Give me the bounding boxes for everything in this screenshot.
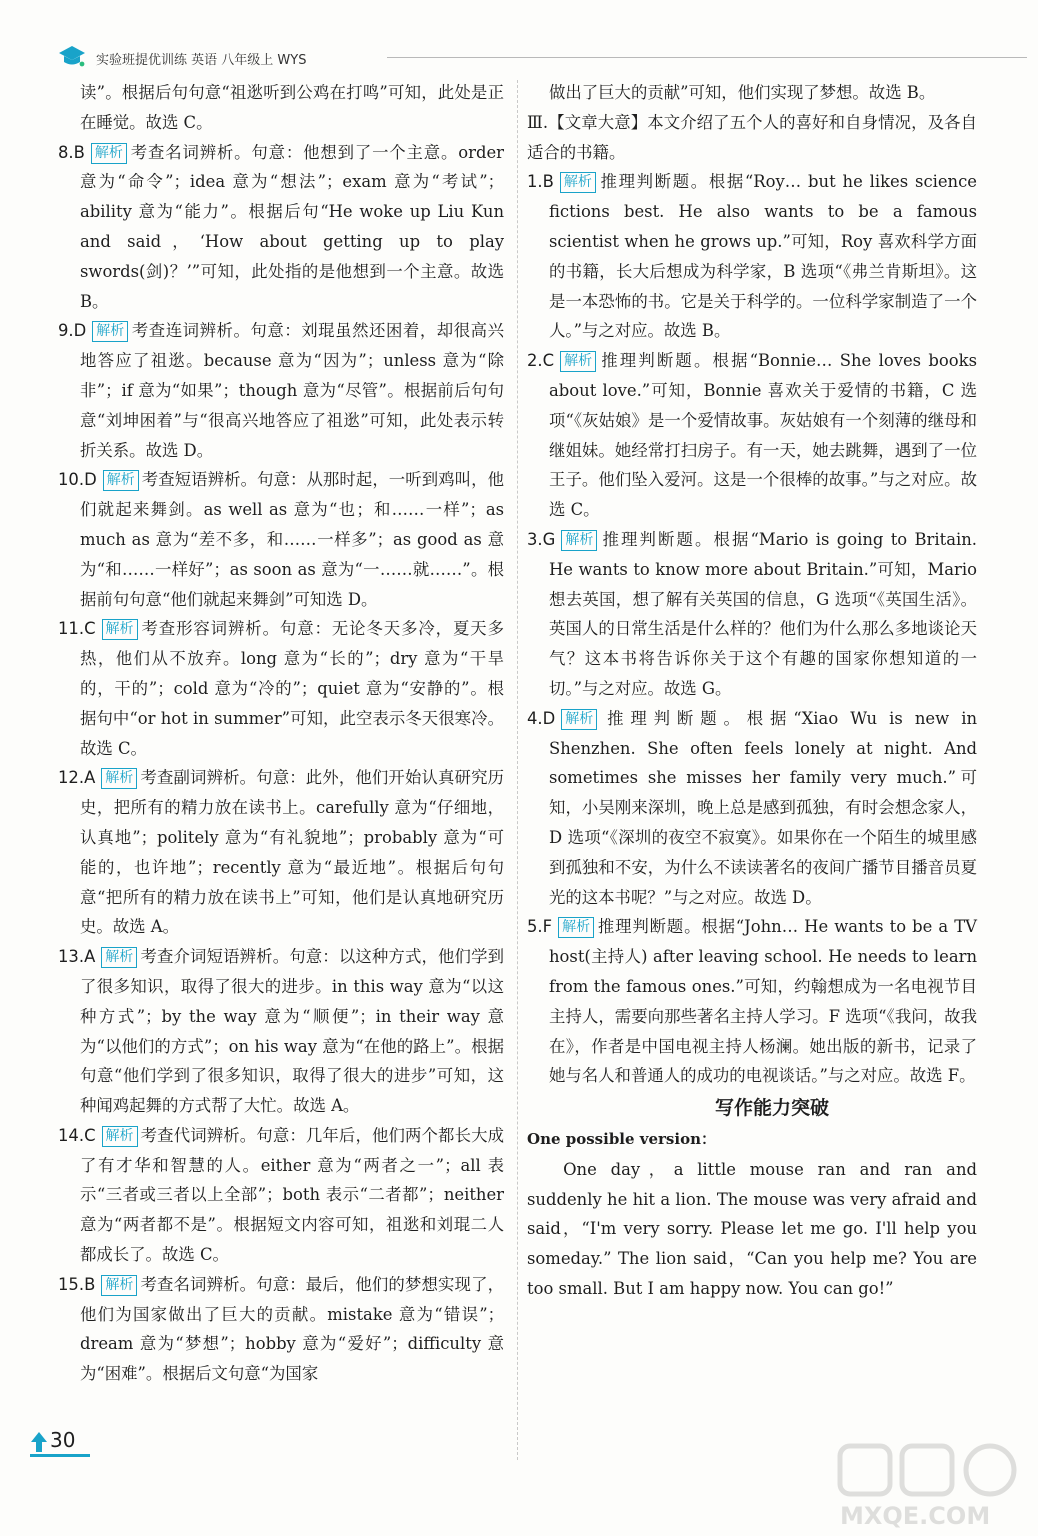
page-header [52, 40, 1002, 72]
section-title: 写作能力突破 [714, 1097, 829, 1120]
header-rule [387, 57, 1027, 58]
analysis-tag: 解析 [103, 470, 139, 491]
watermark-logo [830, 1440, 1030, 1500]
arrow-up-icon [30, 1431, 48, 1453]
answer-choice: C [542, 351, 555, 371]
analysis-tag: 解析 [560, 172, 596, 193]
answer-item [527, 912, 977, 1091]
sample-essay: One day，a little mouse ran and ran and suddenly he hit a lion. The mouse was very afraid and said，“I'm very sorry. Please let me go. I'll help you someday.” The lion said，“Can you help me? You are too small. But I am happy now. You can go!” [527, 1159, 977, 1299]
analysis-tag: 解析 [558, 917, 594, 938]
answer-item [58, 942, 504, 1121]
answer-choice: G [542, 529, 556, 549]
answer-item [527, 346, 977, 525]
answer-item [58, 465, 504, 614]
continued-text: 做出了巨大的贡献”可知，他们实现了梦想。故选 B。 [549, 83, 936, 102]
answer-choice: B [73, 142, 85, 162]
answer-choice: A [84, 768, 96, 788]
answer-item [58, 316, 504, 465]
page-number-underline [30, 1454, 90, 1457]
section-intro: Ⅲ.【文章大意】本文介绍了五个人的喜好和自身情况，及各自适合的书籍。 [527, 112, 977, 162]
analysis-text: 推理判断题。根据“Roy… but he likes science fictions best. He also wants to be a famous scientist when he grows up.”可知，Roy 喜欢科学方面的书籍，长大后想成为科学家，B 选项“《弗兰肯斯坦》。这是一本恐怖的书。它是关于科学的。一位科学家制造了一个人。”与之对应。故选 B。 [549, 172, 977, 341]
analysis-text: 考查连词辨析。句意：刘琨虽然还困着，却很高兴地答应了祖逖。because 意为“因为”；unless 意为“除非”；if 意为“如果”；though 意为“尽管”。根据前后句句意“刘坤困着”与“很高兴地答应了祖逖”可知，此处表示转折关系。故选 D。 [80, 321, 504, 460]
graduation-cap-icon [58, 44, 86, 68]
question-number: 8. [58, 142, 74, 162]
analysis-tag: 解析 [91, 143, 127, 164]
watermark-text: MXQE.COM [840, 1502, 991, 1530]
answer-item [58, 1270, 504, 1389]
analysis-text: 考查形容词辨析。句意：无论冬天多冷，夏天多热，他们从不放弃。long 意为“长的”；dry 意为“干旱的，干的”；cold 意为“冷的”；quiet 意为“安静的”。根据句中“or hot in summer”可知，此空表示冬天很寒冷。故选 C。 [80, 619, 504, 758]
continued-text: 读”。根据后句句意“祖逖听到公鸡在打鸣”可知，此处是正在睡觉。故选 C。 [80, 83, 504, 132]
analysis-text: 考查名词辨析。句意：最后，他们的梦想实现了，他们为国家做出了巨大的贡献。mistake 意为“错误”；dream 意为“梦想”；hobby 意为“爱好”；difficulty 意为“困难”。根据后文句意“为国家 [80, 1274, 504, 1384]
analysis-tag: 解析 [102, 619, 138, 640]
analysis-tag: 解析 [101, 1275, 137, 1296]
question-number: 14. [58, 1125, 85, 1145]
watermark [830, 1440, 1030, 1530]
answer-item [527, 525, 977, 704]
left-column [58, 78, 504, 1389]
answer-list-right [527, 167, 977, 1091]
answer-item [58, 138, 504, 317]
question-number: 15. [58, 1274, 85, 1294]
answer-choice: D [542, 708, 556, 728]
question-number: 11. [58, 619, 85, 639]
question-number: 13. [58, 947, 85, 967]
analysis-text: 推理判断题。根据“Mario is going to Britain. He wants to know more about Britain.”可知，Mario 想去英国，想了解有关英国的信息，G 选项“《英国生活》。英国人的日常生活是什么样的？他们为什么那么多地谈论天气？这本书将告诉你关于这个有趣的国家你想知道的一切。”与之对应。故选 G。 [549, 529, 977, 698]
answer-choice: C [84, 1125, 96, 1145]
answer-choice: F [542, 917, 553, 937]
answer-choice: D [84, 470, 97, 490]
answer-choice: A [84, 947, 96, 967]
analysis-tag: 解析 [102, 1126, 138, 1147]
question-number: 4. [527, 708, 543, 728]
version-label: One possible version： [527, 1130, 716, 1149]
analysis-tag: 解析 [92, 321, 128, 342]
analysis-text: 考查代词辨析。句意：几年后，他们两个都长大成了有才华和智慧的人。either 意为“两者之一”；all 表示“三者或三者以上全部”；both 表示“二者都”；neither 意为“两者都不是”。根据短文内容可知，祖逖和刘琨二人都成长了。故选 C。 [80, 1125, 504, 1265]
answer-item [58, 763, 504, 942]
analysis-text: 考查介词短语辨析。句意：以这种方式，他们学到了很多知识，取得了很大的进步。in this way 意为“以这种方式”；by the way 意为“顺便”；in their way 意为“以他们的方式”；on his way 意为“在他的路上”。根据句意“他们学到了很多知识，取得了很大的进步”可知，这种闻鸡起舞的方式帮了大忙。故选 A。 [80, 947, 504, 1116]
analysis-tag: 解析 [561, 709, 597, 730]
answer-item [527, 704, 977, 913]
book-title: 实验班提优训练 英语 八年级上 WYS [96, 53, 307, 68]
answer-list-left [58, 138, 504, 1389]
analysis-tag: 解析 [101, 768, 137, 789]
analysis-text: 考查名词辨析。句意：他想到了一个主意。order 意为“命令”；idea 意为“想法”；exam 意为“考试”；ability 意为“能力”。根据后句“He woke up Liu Kun and said，‘How about getting up to play swords(剑)？’”可知，此处指的是他想到一个主意。故选 B。 [80, 142, 504, 311]
question-number: 12. [58, 768, 85, 788]
answer-choice: D [73, 321, 87, 341]
answer-choice: C [84, 619, 96, 639]
analysis-text: 考查副词辨析。句意：此外，他们开始认真研究历史，把所有的精力放在读书上。carefully 意为“仔细地，认真地”；politely 意为“有礼貌地”；probably 意为“可能的，也许地”；recently 意为“最近地”。根据后句句意“把所有的精力放在读书上”可知，他们是认真地研究历史。故选 A。 [80, 768, 504, 937]
analysis-text: 考查短语辨析。句意：从那时起，一听到鸡叫，他们就起来舞剑。as well as 意为“也；和……一样”；as much as 意为“差不多，和……一样多”；as good as 意为“和……一样好”；as soon as 意为“一……就……”。根据前句句意“他们就起来舞剑”可知选 D。 [80, 470, 504, 609]
answer-choice: B [84, 1274, 96, 1294]
page-number-badge [30, 1427, 90, 1457]
answer-item [527, 167, 977, 346]
question-number: 9. [58, 321, 74, 341]
analysis-text: 推理判断题。根据“Bonnie… She loves books about love.”可知，Bonnie 喜欢关于爱情的书籍，C 选项“《灰姑娘》是一个爱情故事。灰姑娘有一个刻薄的继母和继姐妹。她经常打扫房子。有一天，她去跳舞，遇到了一位王子。他们坠入爱河。这是一个很棒的故事。”与之对应。故选 C。 [549, 351, 977, 520]
question-number: 1. [527, 172, 543, 192]
page-number: 30 [50, 1428, 76, 1452]
column-divider [517, 80, 518, 1460]
analysis-tag: 解析 [561, 530, 597, 551]
analysis-text: 推理判断题。根据“Xiao Wu is new in Shenzhen. She often feels lonely at night. And sometimes she misses her family very much.”可知，小吴刚来深圳，晚上总是感到孤独，有时会想念家人，D 选项“《深圳的夜空不寂寞》。如果你在一个陌生的城里感到孤独和不安，为什么不读读著名的夜间广播节目播音员夏光的这本书呢？”与之对应。故选 D。 [549, 708, 977, 907]
analysis-tag: 解析 [101, 947, 137, 968]
question-number: 2. [527, 351, 543, 371]
answer-item [58, 1121, 504, 1270]
analysis-text: 推理判断题。根据“John… He wants to be a TV host(主持人) after leaving school. He needs to learn from the famous ones.”可知，约翰想成为一名电视节目主持人，需要向那些著名主持人学习。F 选项“《我问，故我在》，作者是中国电视主持人杨澜。她出版的新书，记录了她与名人和普通人的成功的电视谈话。”与之对应。故选 F。 [549, 917, 977, 1086]
answer-choice: B [542, 172, 554, 192]
question-number: 3. [527, 529, 543, 549]
question-number: 5. [527, 917, 543, 937]
right-column [527, 78, 977, 1304]
analysis-tag: 解析 [560, 351, 596, 372]
answer-item [58, 614, 504, 763]
question-number: 10. [58, 470, 85, 490]
